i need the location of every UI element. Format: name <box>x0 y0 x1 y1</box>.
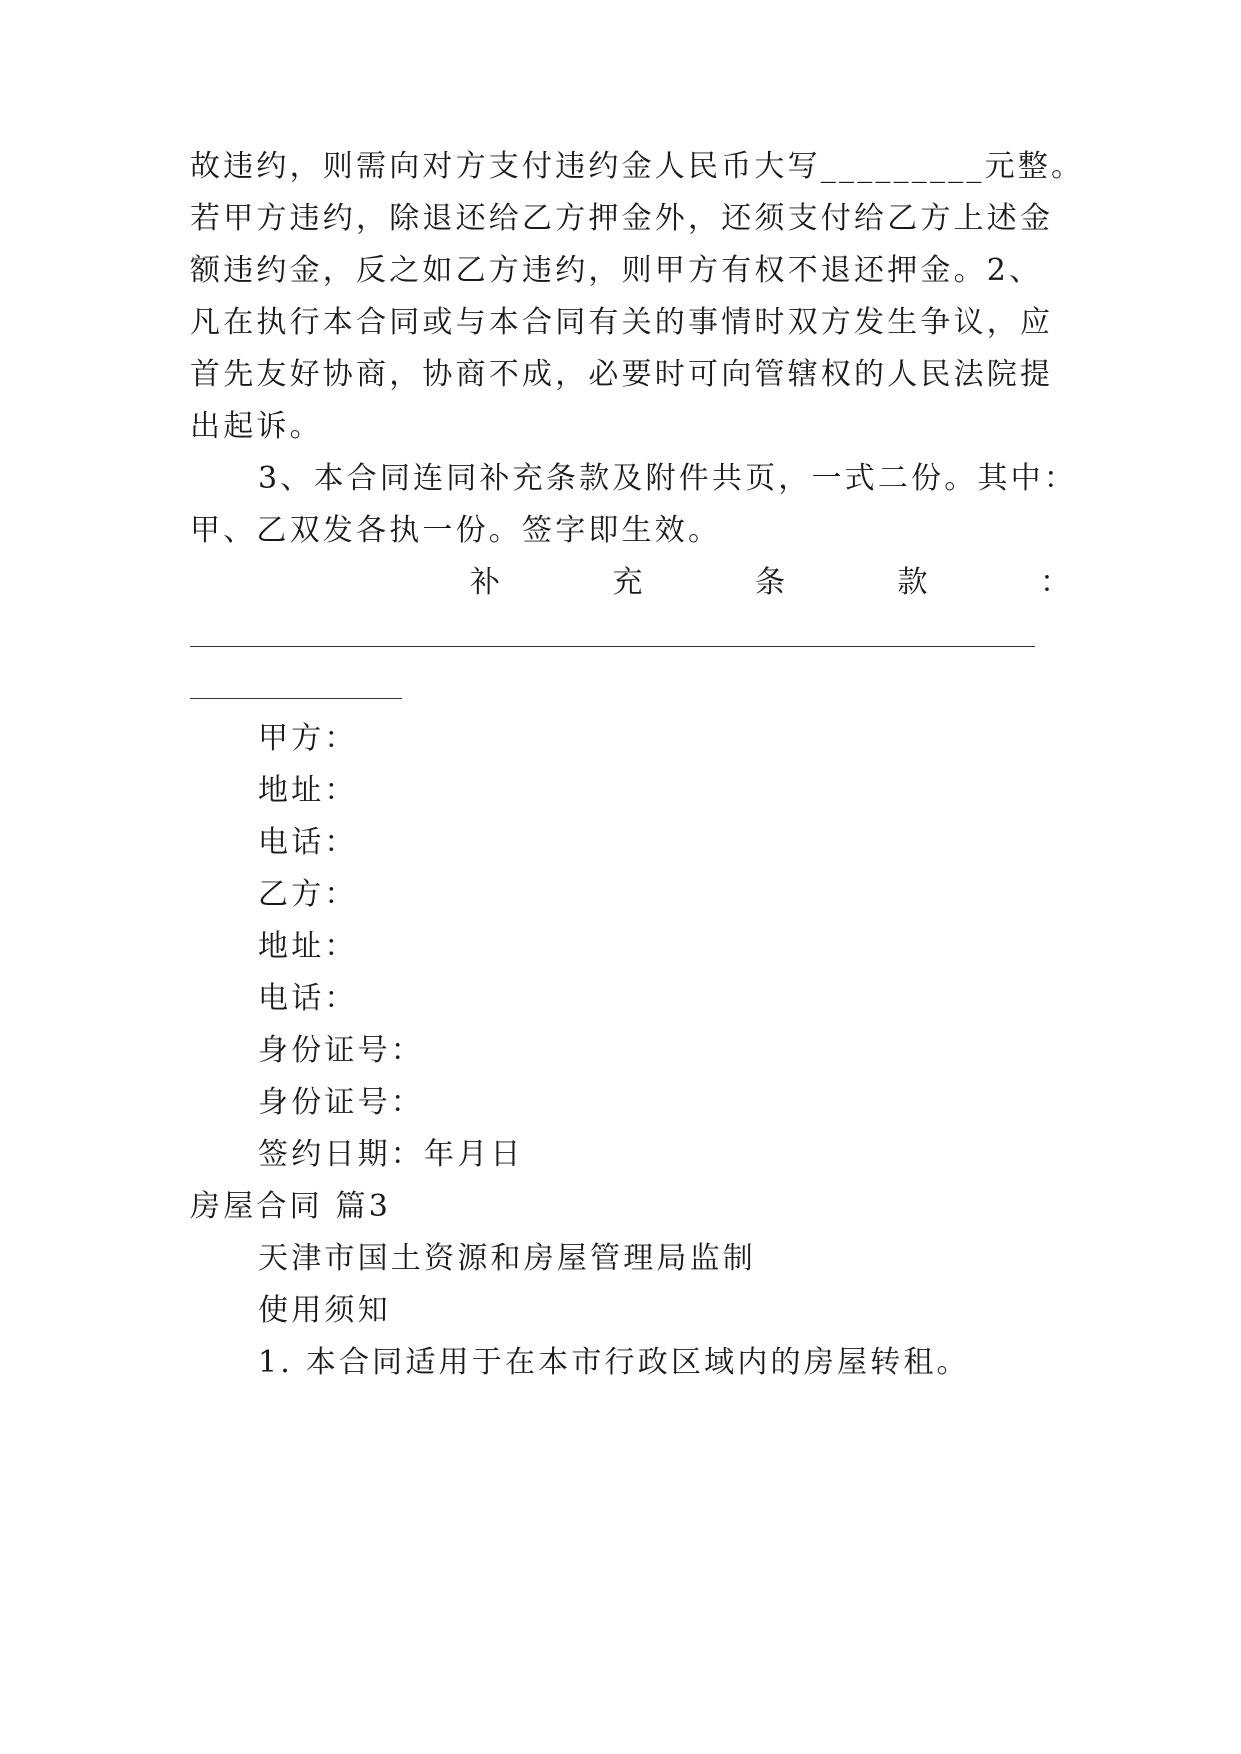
notice-item: 1. 本合同适用于在本市行政区域内的房屋转租。 <box>258 1345 970 1380</box>
supplement-heading-char: 条 <box>755 565 785 600</box>
supplement-heading-char: 款 <box>897 565 928 600</box>
paragraph-line: 3、本合同连同补充条款及附件共页，一式二份。其中： <box>258 461 1078 496</box>
address-a-label: 地址： <box>258 773 358 808</box>
paragraph-line: 若甲方违约，除退还给乙方押金外，还须支付给乙方上述金 <box>190 201 1054 236</box>
paragraph-line: 首先友好协商，协商不成，必要时可向管辖权的人民法院提 <box>190 357 1054 392</box>
paragraph-line: 额违约金，反之如乙方违约，则甲方有权不退还押金。2、 <box>190 253 1043 288</box>
paragraph-line: 故违约，则需向对方支付违约金人民币大写_________元整。 <box>190 149 1085 184</box>
supplement-heading <box>190 563 1070 603</box>
supplement-blank-line <box>190 698 402 699</box>
supervisor-line: 天津市国土资源和房屋管理局监制 <box>258 1241 756 1276</box>
section-title: 房屋合同 篇3 <box>190 1189 392 1224</box>
supplement-heading-char: ： <box>1040 565 1070 600</box>
party-a-label: 甲方： <box>258 721 358 756</box>
supplement-blank-line <box>190 646 1035 647</box>
notice-heading: 使用须知 <box>258 1293 391 1328</box>
supplement-heading-char: 补 <box>470 565 500 600</box>
sign-date-label: 签约日期：年月日 <box>258 1137 524 1172</box>
paragraph-line: 甲、乙双发各执一份。签字即生效。 <box>190 513 722 548</box>
paragraph-line: 凡在执行本合同或与本合同有关的事情时双方发生争议，应 <box>190 305 1054 340</box>
phone-b-label: 电话： <box>258 981 358 1016</box>
id-b-label: 身份证号： <box>258 1085 424 1120</box>
phone-a-label: 电话： <box>258 825 358 860</box>
id-a-label: 身份证号： <box>258 1033 424 1068</box>
address-b-label: 地址： <box>258 929 358 964</box>
party-b-label: 乙方： <box>258 877 358 912</box>
paragraph-line: 出起诉。 <box>190 409 323 444</box>
supplement-heading-char: 充 <box>612 565 643 600</box>
